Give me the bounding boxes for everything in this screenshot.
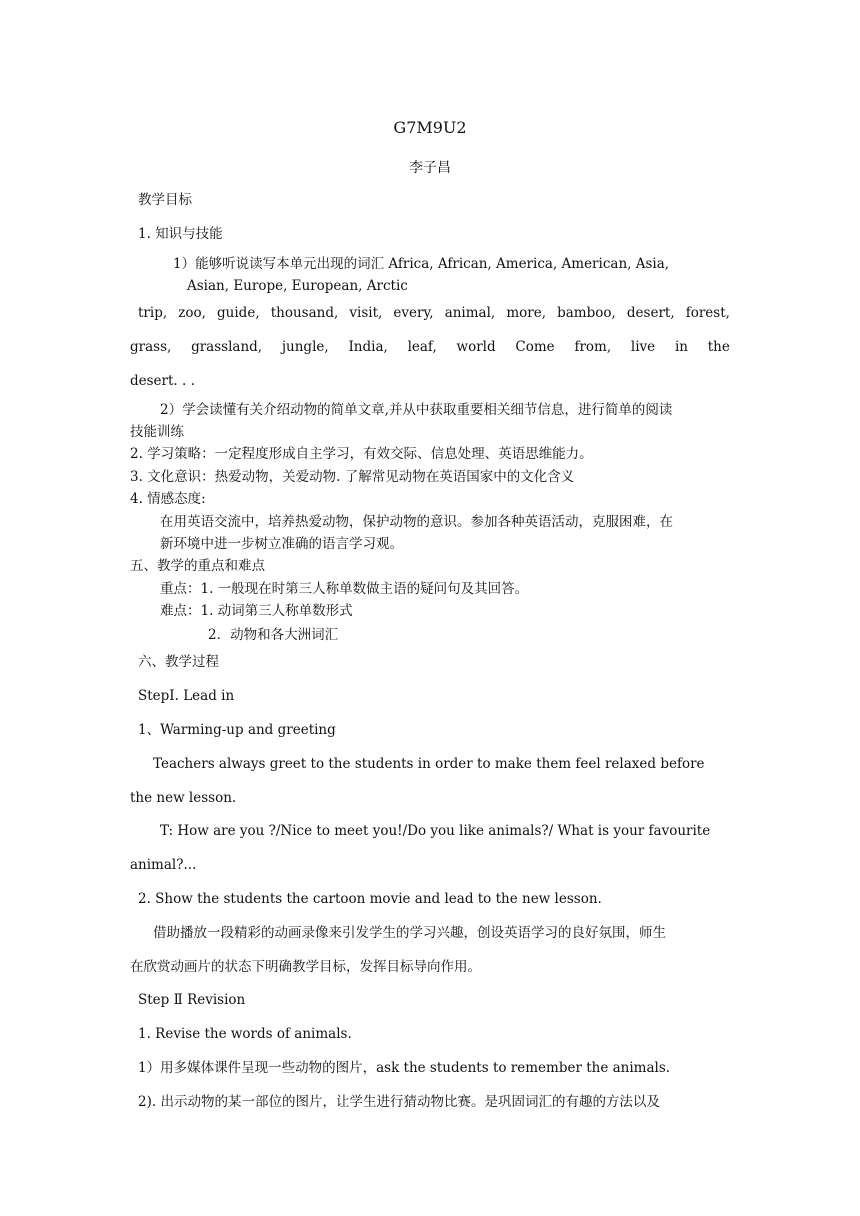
step-2-heading: Step Ⅱ Revision (138, 992, 246, 1008)
vocab-word: more, (506, 305, 546, 321)
vocab-word: Come (515, 339, 555, 355)
vocab-word: leaf, (407, 339, 437, 355)
key-points-heading: 五、教学的重点和难点 (130, 558, 265, 574)
vocab-intro: 1）能够听说读写本单元出现的词汇 Africa, African, America, American, Asia, (173, 256, 670, 272)
process-heading: 六、教学过程 (138, 654, 219, 670)
reading-goal-line-2: 技能训练 (130, 424, 184, 440)
warmup-heading: 1、Warming-up and greeting (138, 722, 336, 738)
dialogue-line-2: animal?... (130, 857, 197, 873)
vocab-word: thousand, (270, 305, 339, 321)
warmup-text-line-1: Teachers always greet to the students in order to make them feel relaxed before (153, 756, 705, 772)
vocab-word: every, (393, 305, 434, 321)
vocab-word: India, (348, 339, 388, 355)
vocab-continued: Asian, Europe, European, Arctic (187, 278, 408, 294)
cultural-awareness: 3. 文化意识：热爱动物，关爱动物. 了解常见动物在英语国家中的文化含义 (130, 469, 575, 485)
vocab-word: visit, (349, 305, 383, 321)
vocab-words-line-1 (138, 304, 730, 322)
vocab-word: the (707, 339, 730, 355)
warmup-text-line-2: the new lesson. (130, 790, 237, 806)
vocab-word: jungle, (281, 339, 329, 355)
reading-goal-line-1: 2）学会读懂有关介绍动物的简单文章,并从中获取重要相关细节信息，进行简单的阅读 (160, 402, 673, 418)
difficulty-point-2: 2．动物和各大洲词汇 (208, 627, 339, 643)
vocab-word: desert, (626, 305, 675, 321)
chinese-text-line-1: 借助播放一段精彩的动画录像来引发学生的学习兴趣，创设英语学习的良好氛围，师生 (153, 925, 666, 941)
revise-item-2: 2). 出示动物的某一部位的图片，让学生进行猜动物比赛。是巩固词汇的有趣的方法以及 (138, 1094, 660, 1110)
vocab-word: zoo, (178, 305, 206, 321)
revise-words: 1. Revise the words of animals. (138, 1026, 352, 1042)
difficulty-point-1: 难点：1. 动词第三人称单数形式 (160, 603, 353, 619)
revise-item-1: 1）用多媒体课件呈现一些动物的图片，ask the students to remember the animals. (138, 1060, 671, 1076)
step-1-heading: StepⅠ. Lead in (138, 688, 235, 704)
vocab-word: guide, (217, 305, 260, 321)
emotion-line-2: 新环境中进一步树立准确的语言学习观。 (160, 536, 403, 552)
vocab-word: trip, (138, 305, 168, 321)
vocab-word: grass, (130, 339, 172, 355)
emotion-heading: 4. 情感态度: (130, 491, 206, 507)
vocab-word: world (456, 339, 496, 355)
vocab-words-line-2 (130, 338, 730, 356)
vocab-word: animal, (444, 305, 496, 321)
focus-point: 重点：1. 一般现在时第三人称单数做主语的疑问句及其回答。 (160, 581, 529, 597)
vocab-word: in (674, 339, 688, 355)
dialogue-line-1: T: How are you ?/Nice to meet you!/Do you like animals?/ What is your favourite (160, 823, 711, 839)
vocab-word: grassland, (191, 339, 263, 355)
emotion-line-1: 在用英语交流中，培养热爱动物，保护动物的意识。参加各种英语活动，克服困难，在 (160, 514, 673, 530)
author-name: 李子昌 (409, 160, 451, 176)
chinese-text-line-2: 在欣赏动画片的状态下明确教学目标，发挥目标导向作用。 (130, 959, 481, 975)
learning-strategy: 2. 学习策略：一定程度形成自主学习，有效交际、信息处理、英语思维能力。 (130, 446, 593, 462)
vocab-end: desert. . . (130, 373, 195, 389)
vocab-word: forest, (685, 305, 730, 321)
objectives-heading: 教学目标 (138, 192, 192, 208)
vocab-word: bamboo, (557, 305, 616, 321)
document-title: G7M9U2 (393, 118, 467, 137)
show-cartoon: 2. Show the students the cartoon movie and lead to the new lesson. (138, 891, 602, 907)
vocab-word: live (630, 339, 656, 355)
vocab-word: from, (574, 339, 612, 355)
knowledge-heading: 1. 知识与技能 (138, 226, 223, 242)
